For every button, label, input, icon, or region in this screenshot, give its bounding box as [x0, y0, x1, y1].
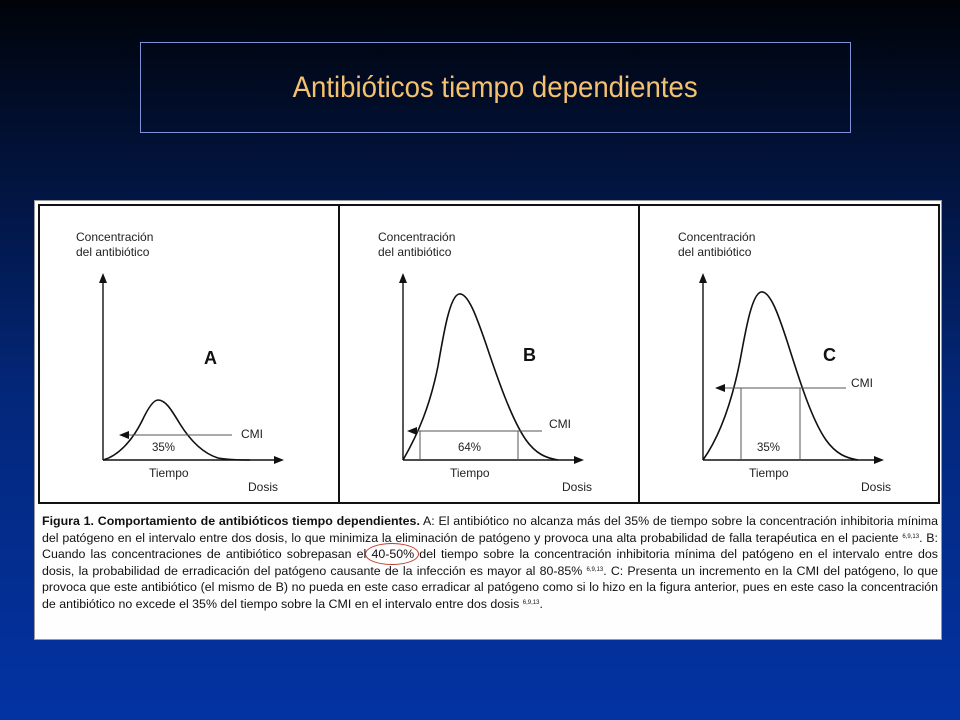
percent-label-b: 64%: [458, 442, 482, 454]
x-axis-dose-label: Dosis: [861, 480, 892, 494]
panel-c: [638, 204, 940, 504]
y-axis-arrowhead: [699, 273, 707, 283]
caption-ref: 6,9,13: [902, 533, 920, 540]
panel-letter-a: A: [204, 348, 217, 368]
cmi-arrowhead: [119, 431, 129, 439]
slide-title: Antibióticos tiempo dependientes: [292, 70, 699, 104]
caption-ref: 6,9,13: [586, 566, 604, 573]
y-axis-label-line2: del antibiótico: [76, 245, 150, 259]
y-axis-arrowhead: [99, 273, 107, 283]
x-axis-time-label: Tiempo: [149, 466, 189, 480]
highlighted-range-text: 40-50%: [371, 547, 415, 562]
x-axis-dose-label: Dosis: [248, 480, 279, 494]
x-axis-dose-label: Dosis: [562, 480, 593, 494]
caption-heading: Figura 1. Comportamiento de antibióticos tiempo dependientes.: [42, 514, 420, 528]
cmi-label: CMI: [851, 376, 873, 390]
cmi-label: CMI: [241, 427, 263, 441]
percent-label-c: 35%: [757, 442, 781, 454]
highlighted-range: [371, 547, 414, 561]
caption-part-c: . C: Presenta un incremento en la CMI del patógeno, lo que provoca que este antibiótico (el mismo de B) no pueda en este caso erradicar al patógeno como si lo hizo en la figura anterior, pues en este caso la concentración de antibiótico no excede el 35% del tiempo sobre la CMI en el intervalo entre dos dosis: [42, 563, 938, 611]
x-axis-arrowhead: [274, 456, 284, 464]
x-axis-arrowhead: [874, 456, 884, 464]
caption-part-b: . B: Cuando las concentraciones de antibiótico sobrepasan el: [42, 530, 938, 562]
concentration-curve: [703, 292, 858, 460]
y-axis-label-line2: del antibiótico: [678, 245, 752, 259]
x-axis-arrowhead: [574, 456, 584, 464]
caption-part-b-cont: del tiempo sobre la concentración inhibitoria mínima del patógeno en el intervalo entre dos dosis, la probabilidad de erradicación del patógeno causante de la infección es mayor al 80-85%: [42, 547, 938, 578]
cmi-arrowhead: [715, 384, 725, 392]
cmi-label: CMI: [549, 417, 571, 431]
x-axis-time-label: Tiempo: [450, 466, 490, 480]
red-circle-annotation: [365, 543, 419, 565]
figure-caption: [42, 513, 938, 613]
y-axis-label-line1: Concentración: [678, 230, 756, 244]
concentration-curve: [403, 294, 558, 460]
percent-label-a: 35%: [152, 442, 176, 454]
cmi-arrowhead: [407, 427, 417, 435]
y-axis-label-line2: del antibiótico: [378, 245, 452, 259]
panel-b: [338, 204, 640, 504]
x-axis-time-label: Tiempo: [749, 466, 789, 480]
axes: [703, 281, 876, 460]
caption-end: .: [539, 596, 543, 611]
panel-a: [38, 204, 340, 504]
title-box: [140, 42, 851, 133]
concentration-curve: [103, 400, 250, 460]
caption-ref: 6,9,13: [522, 599, 540, 606]
y-axis-arrowhead: [399, 273, 407, 283]
axes: [403, 281, 576, 460]
caption-part-a: A: El antibiótico no alcanza más del 35% de tiempo sobre la concentración inhibitoria mínima del patógeno en el intervalo entre dos dosis, lo que minimiza la eliminación de patógeno y provoca una alta probabilidad de falla terapéutica en el paciente: [42, 514, 938, 545]
panel-letter-c: C: [823, 345, 836, 365]
y-axis-label-line1: Concentración: [76, 230, 154, 244]
panel-letter-b: B: [523, 345, 536, 365]
figure: [34, 200, 942, 640]
y-axis-label-line1: Concentración: [378, 230, 456, 244]
